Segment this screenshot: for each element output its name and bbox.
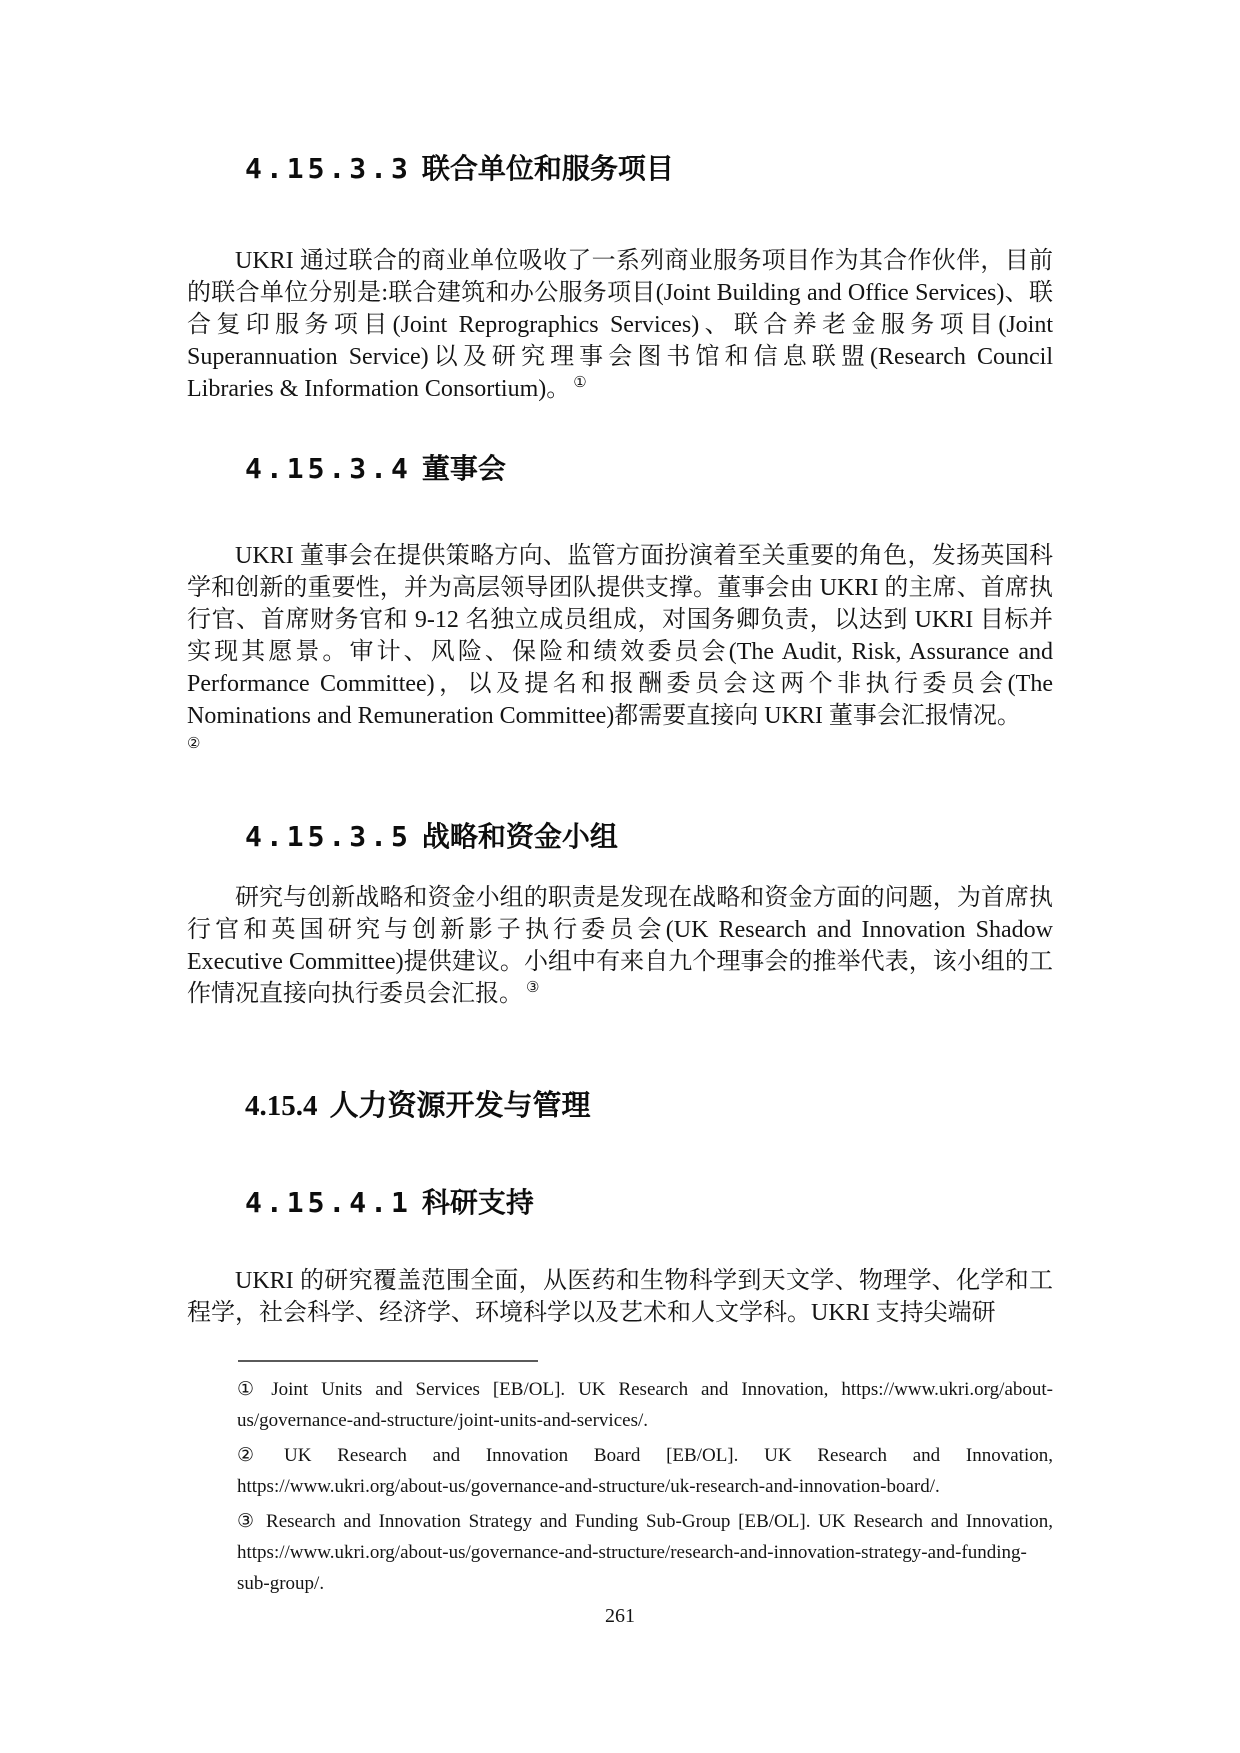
footnote-marker: ② xyxy=(237,1445,276,1466)
footnotes-block xyxy=(237,1374,1053,1603)
footnote-separator xyxy=(238,1360,538,1362)
footnote-text: Joint Units and Services [EB/OL]. UK Research and Innovation, https://www.ukri.org/about-us/governance-and-structure/joint-units-and-services/. xyxy=(237,1379,1053,1431)
footnote-ref-2: ② xyxy=(187,736,201,752)
paragraph-text: UKRI 的研究覆盖范围全面，从医药和生物科学到天文学、物理学、化学和工程学，社会科学、经济学、环境科学以及艺术和人文学科。UKRI 支持尖端研 xyxy=(187,1268,1053,1326)
heading-number: 4.15.3.4 xyxy=(245,452,412,485)
footnote-marker: ① xyxy=(237,1379,263,1400)
footnote-ref-1: ① xyxy=(573,375,587,391)
section-heading-4-15-3-3 xyxy=(245,152,674,186)
heading-number: 4.15.4 xyxy=(245,1090,318,1122)
heading-title: 董事会 xyxy=(421,453,506,484)
footnote-item xyxy=(237,1440,1053,1502)
section-heading-4-15-4 xyxy=(245,1089,591,1123)
heading-number: 4.15.4.1 xyxy=(245,1186,412,1219)
paragraph-strategy-group xyxy=(187,882,1053,1010)
footnote-text: UK Research and Innovation Board [EB/OL]. UK Research and Innovation, https://www.ukri.org/about-us/governance-and-structure/uk-research-and-innovation-board/. xyxy=(237,1445,1053,1497)
heading-title: 人力资源开发与管理 xyxy=(329,1090,591,1122)
section-heading-4-15-3-5 xyxy=(245,820,618,854)
paragraph-board xyxy=(187,540,1053,732)
paragraph-joint-units xyxy=(187,245,1053,405)
section-heading-4-15-4-1 xyxy=(245,1186,534,1220)
heading-number: 4.15.3.5 xyxy=(245,820,412,853)
paragraph-text: UKRI 通过联合的商业单位吸收了一系列商业服务项目作为其合作伙伴，目前的联合单位分别是:联合建筑和办公服务项目(Joint Building and Office Services)、联合复印服务项目(Joint Reprographics Services)、联合养老金服务项目(Joint Superannuation Service)以及研究理事会图书馆和信息联盟(Research Council Libraries & Information Consortium)。 xyxy=(187,248,1053,402)
footnote-ref-3: ③ xyxy=(526,980,540,996)
heading-title: 科研支持 xyxy=(421,1187,534,1218)
section-heading-4-15-3-4 xyxy=(245,452,506,486)
page-number: 261 xyxy=(605,1605,635,1627)
heading-number: 4.15.3.3 xyxy=(245,152,412,185)
heading-title: 联合单位和服务项目 xyxy=(421,153,674,184)
paragraph-research-scope xyxy=(187,1265,1053,1329)
footnote-item xyxy=(237,1506,1053,1599)
footnote-text: Research and Innovation Strategy and Funding Sub-Group [EB/OL]. UK Research and Innovation, https://www.ukri.org/about-us/governance-and-structure/research-and-innovation-strategy-and-funding-sub-group/. xyxy=(237,1511,1053,1594)
footnote-item xyxy=(237,1374,1053,1436)
paragraph-text: UKRI 董事会在提供策略方向、监管方面扮演着至关重要的角色，发扬英国科学和创新的重要性，并为高层领导团队提供支撑。董事会由 UKRI 的主席、首席执行官、首席财务官和 9-12 名独立成员组成，对国务卿负责，以达到 UKRI 目标并实现其愿景。审计、风险、保险和绩效委员会(The Audit, Risk, Assurance and Performance Committee)，以及提名和报酬委员会这两个非执行委员会(The Nominations and Remuneration Committee)都需要直接向 UKRI 董事会汇报情况。 xyxy=(187,543,1053,729)
paragraph-text: 研究与创新战略和资金小组的职责是发现在战略和资金方面的问题，为首席执行官和英国研究与创新影子执行委员会(UK Research and Innovation Shadow Executive Committee)提供建议。小组中有来自九个理事会的推举代表，该小组的工作情况直接向执行委员会汇报。 xyxy=(187,885,1053,1007)
footnote-marker: ③ xyxy=(237,1511,258,1532)
heading-title: 战略和资金小组 xyxy=(421,821,618,852)
